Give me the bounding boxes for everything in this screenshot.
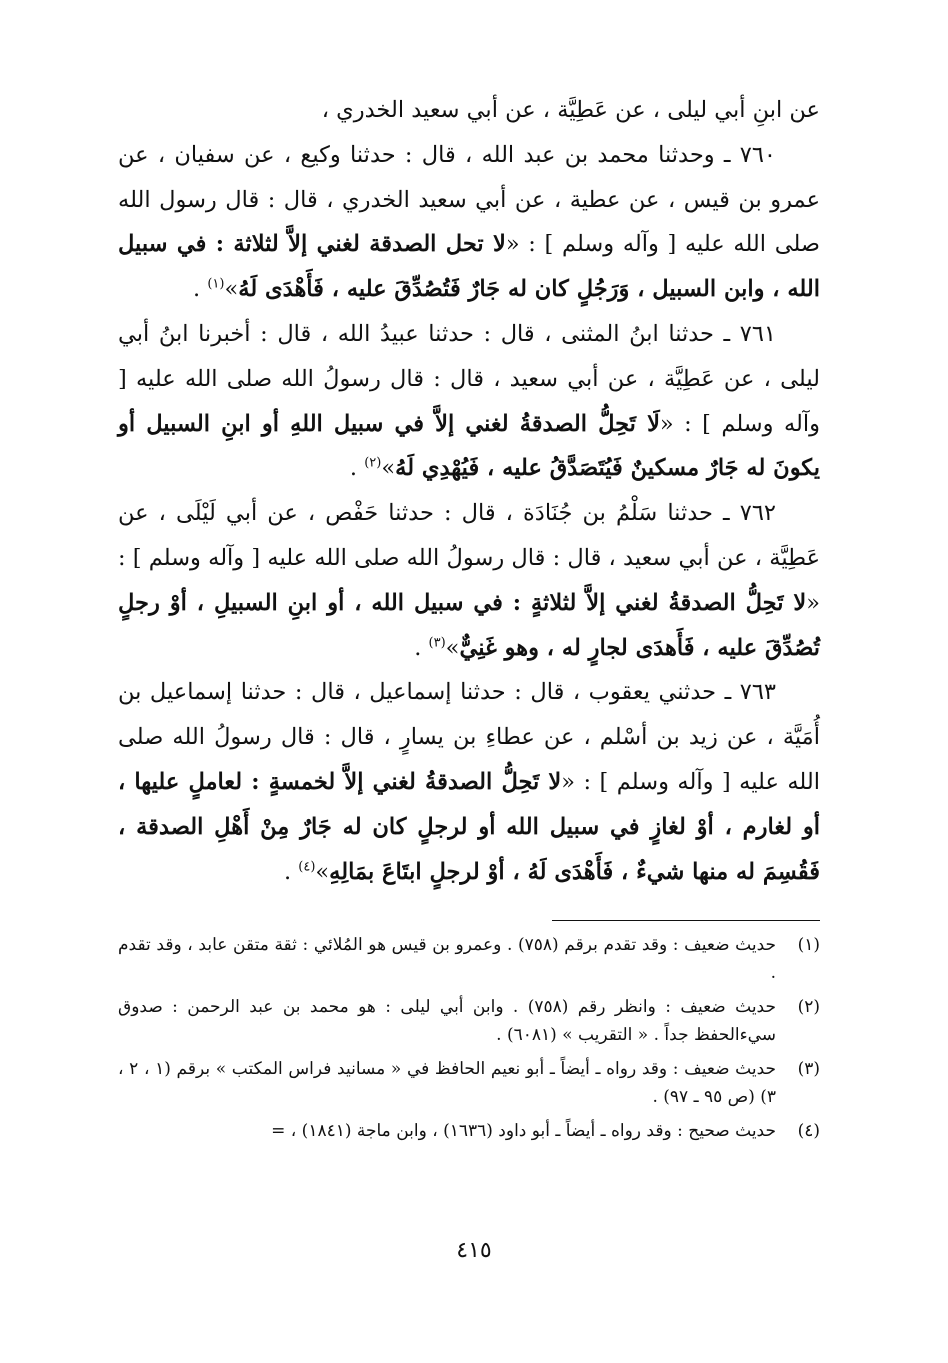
footnote-4 — [118, 1117, 820, 1145]
narration-text: عن ابنِ أبي ليلى ، عن عَطِيَّة ، عن أبي سعيد الخدري ، — [321, 97, 820, 123]
footnote-text: حديث ضعيف : وقد تقدم برقم (٧٥٨) . وعمرو بن قيس هو المُلائي : ثقة متقن عابد ، وقد تقدم . — [118, 935, 777, 984]
footnote-reference: (٤) — [298, 859, 316, 875]
narration-text: » — [381, 455, 396, 482]
footnote-text: حديث ضعيف : وقد رواه ـ أيضاً ـ أبو نعيم الحافظ في « مسانيد فراس المكتب » برقم (١ ، ٢ ، ٣) (ص ٩٥ ـ ٩٧) . — [118, 1059, 777, 1108]
sentence-end: . — [349, 455, 365, 482]
sentence-end: . — [414, 634, 429, 661]
hadith-text: لا تَحِلُّ الصدقةُ لغني إلاَّ لثلاثةٍ : في سبيل الله ، أو ابنِ السبيلِ ، أوْ رجلٍ تُصُدِّقَ عليه ، فَأَهدَى لجارٍ له ، وهو غَنِيٌّ — [118, 589, 820, 661]
footnote-number: (٤) — [797, 1121, 820, 1142]
footnote-reference: (٢) — [364, 455, 382, 471]
narration-text: ٧٦٣ ـ حدثني يعقوب ، قال : حدثنا إسماعيل ، قال : حدثنا إسماعيل بن أُمَيَّة ، عن زيد بن أسْلم ، عن عطاءِ بن يسارٍ ، قال : قال رسولُ الله صلى الله عليه [ وآله وسلم ] : « — [118, 679, 820, 795]
hadith-text: لَا تَحِلُّ الصدقةُ لغني إلاَّ في سبيل اللهِ أو ابنِ السبيل أو يكونَ له جَارٌ مسكينٌ فَيُتَصَدَّقُ عليه ، فَيُهْدِي لَهُ — [118, 410, 820, 482]
narration-text: ٧٦٠ ـ وحدثنا محمد بن عبد الله ، قال : حدثنا وكيع ، عن سفيان ، عن عمرو بن قيس ، عن عطية ، عن أبي سعيد الخدري ، قال : قال رسول الله صلى الله عليه [ وآله وسلم ] : « — [118, 141, 821, 258]
footnote-separator — [552, 920, 820, 921]
narration-text: ٧٦٢ ـ حدثنا سَلْمُ بن جُنَادَة ، قال : حدثنا حَفْص ، عن أبي لَيْلَى ، عن عَطِيَّة ، عن أبي سعيد ، قال : قال رسولُ الله صلى الله عليه [ وآله وسلم ] : « — [118, 500, 820, 616]
narration-text: » — [224, 276, 239, 303]
hadith-text: لا تَحِلُّ الصدقةُ لغني إلاَّ لخمسةٍ : لعاملٍ عليها ، أو لغارم ، أوْ لغازٍ في سبيل الله أو لرجلٍ كان له جَارٌ مِنْ أَهْلِ الصدقة ، فَقُسِمَ له منها شيءٌ ، فَأَهْدَى لَهُ ، أوْ لرجلٍ ابتَاعَ بمَالِهِ — [118, 768, 820, 885]
footnote-number: (١) — [797, 935, 820, 956]
footnote-2 — [118, 993, 820, 1049]
page-number: ٤١٥ — [456, 1238, 492, 1263]
text-paragraph — [118, 88, 820, 133]
hadith-paragraph-761 — [118, 312, 820, 491]
footnote-number: (٢) — [797, 997, 820, 1018]
main-text — [118, 88, 820, 894]
hadith-paragraph-762 — [118, 491, 820, 670]
sentence-end: . — [283, 858, 299, 885]
footnote-number: (٣) — [797, 1059, 820, 1080]
sentence-end: . — [193, 276, 208, 303]
hadith-text: لا تحل الصدقة لغني إلاَّ لثلاثة : في سبيل الله ، وابن السبيل ، وَرَجُلٍ كان له جَارٌ فَتُصُدِّقَ عليه ، فَأَهْدَى لَهُ — [118, 231, 820, 303]
footnote-reference: (٣) — [428, 635, 446, 651]
footnote-reference: (١) — [207, 276, 225, 292]
footnote-3 — [118, 1055, 820, 1111]
footnote-text: حديث صحيح : وقد رواه ـ أيضاً ـ أبو داود (١٦٣٦) ، وابن ماجة (١٨٤١) ، = — [271, 1121, 776, 1142]
footnotes — [118, 931, 820, 1145]
footnote-text: حديث ضعيف : وانظر رقم (٧٥٨) . وابن أبي ليلى : هو محمد بن عبد الرحمن : صدوق سيءالحفظ جداً . « التقريب » (٦٠٨١) . — [118, 997, 776, 1046]
narration-text: ٧٦١ ـ حدثنا ابنُ المثنى ، قال : حدثنا عبيدُ الله ، قال : أخبرنا ابنُ أبي ليلى ، عن عَطِيَّة ، عن أبي سعيد ، قال : قال رسولُ الله صلى الله عليه [ وآله وسلم ] : « — [118, 320, 820, 437]
hadith-paragraph-763 — [118, 670, 820, 894]
narration-text: » — [445, 634, 460, 661]
footnote-1 — [118, 931, 820, 987]
hadith-paragraph-760 — [118, 133, 820, 312]
narration-text: » — [315, 858, 330, 885]
